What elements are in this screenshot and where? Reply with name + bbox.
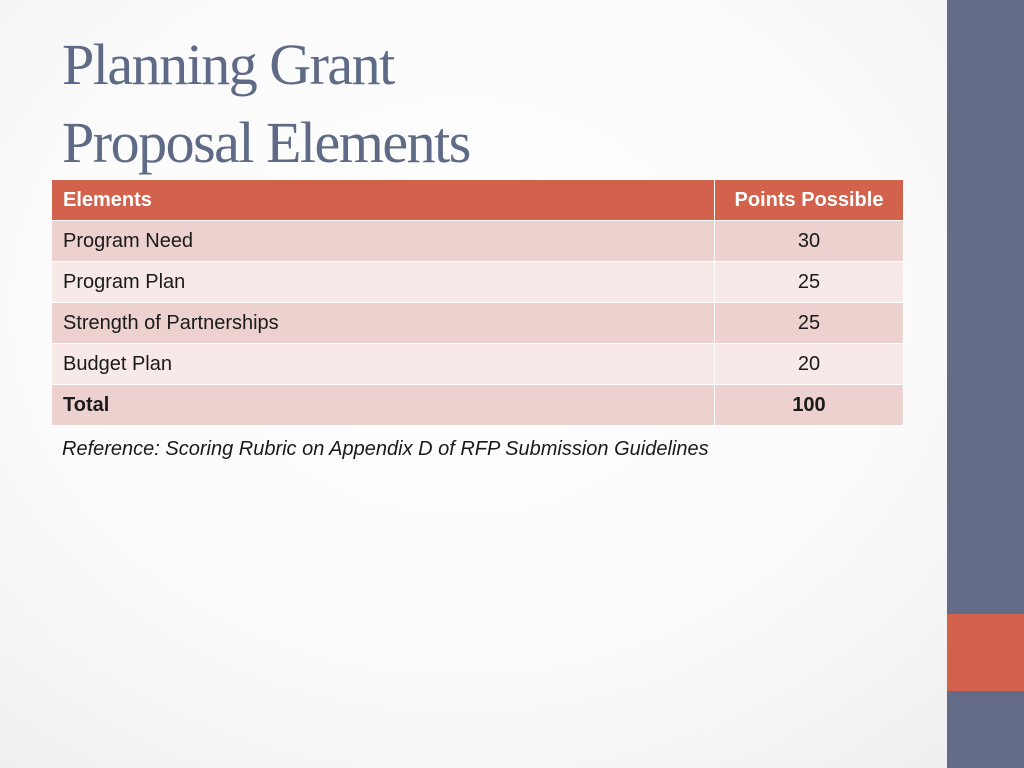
table-row bbox=[52, 344, 904, 385]
slide-title-line-2: Proposal Elements bbox=[62, 110, 470, 175]
element-cell: Program Need bbox=[52, 221, 715, 262]
element-cell: Program Plan bbox=[52, 262, 715, 303]
table-row bbox=[52, 221, 904, 262]
slide-title bbox=[62, 26, 470, 182]
points-cell: 25 bbox=[715, 262, 904, 303]
points-cell: 25 bbox=[715, 303, 904, 344]
header-elements: Elements bbox=[52, 180, 715, 221]
total-label: Total bbox=[52, 385, 715, 426]
table-row bbox=[52, 262, 904, 303]
points-cell: 30 bbox=[715, 221, 904, 262]
decorative-sidebar-accent bbox=[947, 614, 1024, 691]
scoring-table bbox=[51, 179, 904, 426]
header-points-possible: Points Possible bbox=[715, 180, 904, 221]
table-row bbox=[52, 303, 904, 344]
element-cell: Strength of Partnerships bbox=[52, 303, 715, 344]
total-row bbox=[52, 385, 904, 426]
total-points: 100 bbox=[715, 385, 904, 426]
points-cell: 20 bbox=[715, 344, 904, 385]
reference-note: Reference: Scoring Rubric on Appendix D of RFP Submission Guidelines bbox=[62, 438, 709, 460]
table-header-row bbox=[52, 180, 904, 221]
slide-title-line-1: Planning Grant bbox=[62, 32, 394, 97]
element-cell: Budget Plan bbox=[52, 344, 715, 385]
